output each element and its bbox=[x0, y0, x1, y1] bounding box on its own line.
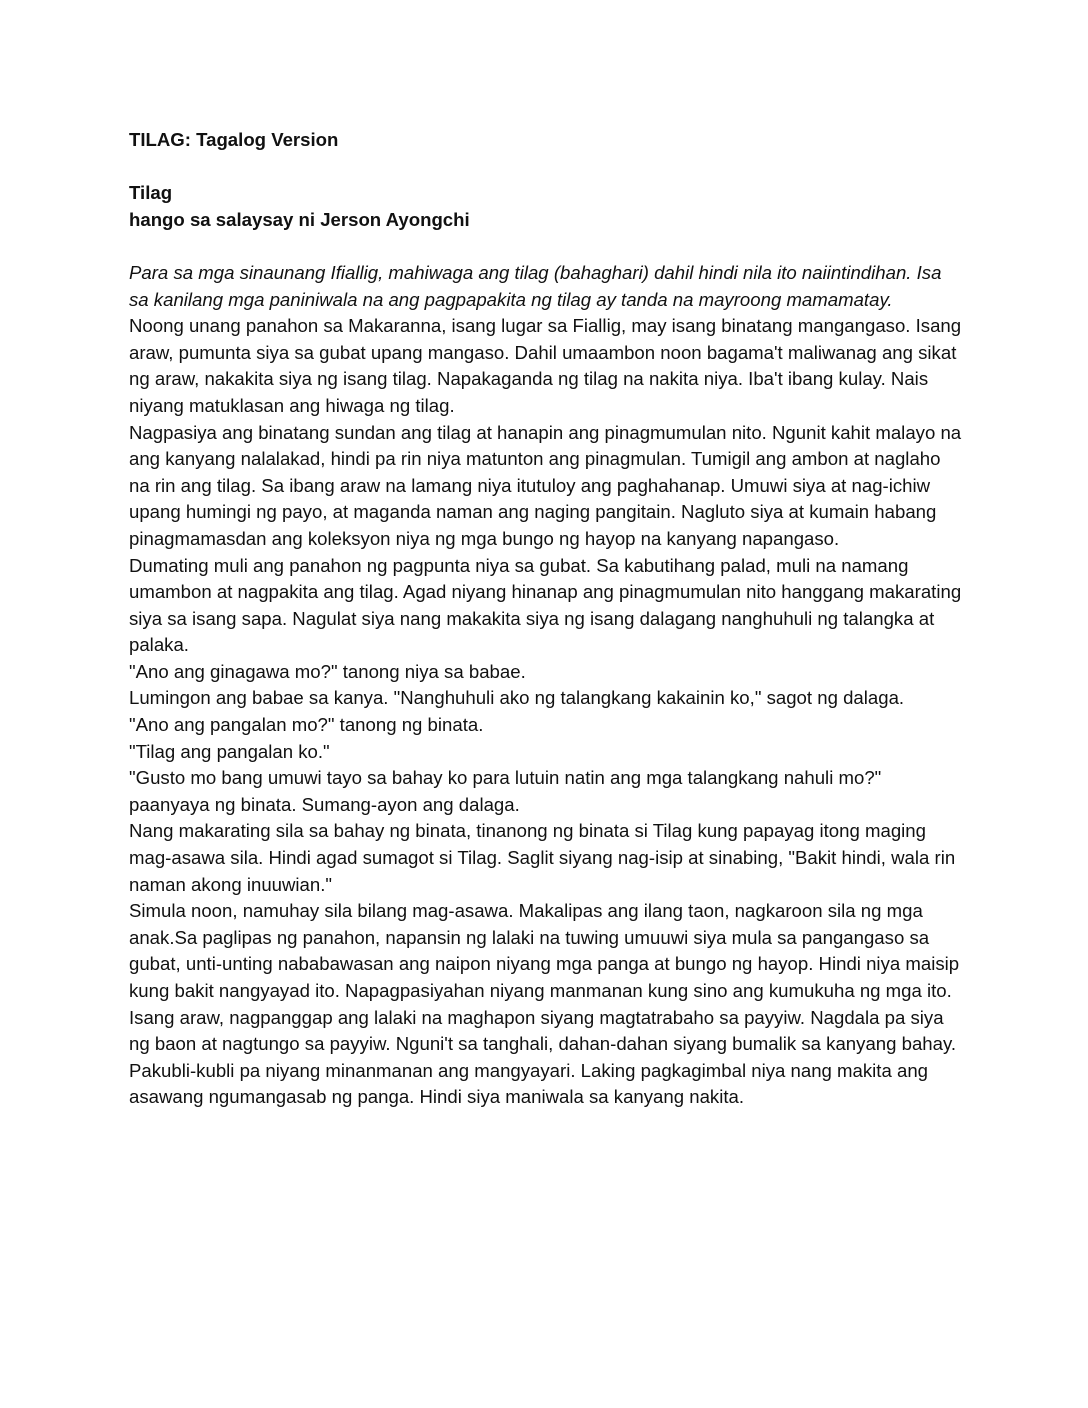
story-paragraph: Noong unang panahon sa Makaranna, isang lugar sa Fiallig, may isang binatang mangangaso. Isang araw, pumunta siya sa gubat upang mangaso. Dahil umaambon noon bagama't maliwanag ang sikat ng araw, nakakita siya ng isang tilag. Napakaganda ng tilag na nakita niya. Iba't ibang kulay. Nais niyang matuklasan ang hiwaga ng tilag. bbox=[129, 315, 962, 416]
dialogue-line: "Ano ang pangalan mo?" tanong ng binata. bbox=[129, 714, 484, 736]
dialogue-line: "Gusto mo bang umuwi tayo sa bahay ko para lutuin natin ang mga talangkang nahuli mo?" paanyaya ng binata. Sumang-ayon ang dalaga. bbox=[129, 767, 882, 815]
document-body bbox=[129, 127, 964, 1111]
dialogue-line: "Ano ang ginagawa mo?" tanong niya sa babae. bbox=[129, 660, 526, 682]
story-title: Tilag bbox=[129, 182, 173, 204]
spacer bbox=[129, 233, 964, 260]
story-paragraph: Dumating muli ang panahon ng pagpunta niya sa gubat. Sa kabutihang palad, muli na namang umambon at nagpakita ang tilag. Agad niyang hinanap ang pinagmumulan nito hanggang makarating siya sa isang sapa. Nagulat siya nang makakita siya ng isang dalagang nanghuhuli ng talangka at palaka. bbox=[129, 554, 962, 656]
story-subtitle: hango sa salaysay ni Jerson Ayongchi bbox=[129, 208, 470, 230]
intro-paragraph: Para sa mga sinaunang Ifiallig, mahiwaga ang tilag (bahaghari) dahil hindi nila ito naiintindihan. Isa sa kanilang mga paniniwala na ang pagpapakita ng tilag ay tanda na mayroong mamamatay. bbox=[129, 261, 942, 310]
story-paragraph: Nang makarating sila sa bahay ng binata, tinanong ng binata si Tilag kung papayag itong maging mag-asawa sila. Hindi agad sumagot si Tilag. Saglit siyang nag-isip at sinabing, "Bakit hindi, wala rin naman akong inuuwian." bbox=[129, 820, 956, 895]
story-paragraph: Isang araw, nagpanggap ang lalaki na maghapon siyang magtatrabaho sa payyiw. Nagdala pa siya ng baon at nagtungo sa payyiw. Nguni't sa tanghali, dahan-dahan siyang bumalik sa kanyang bahay. Pakubli-kubli pa niyang minanmanan ang mangyayari. Laking pagkagimbal niya nang makita ang asawang ngumangasab ng panga. Hindi siya maniwala sa kanyang nakita. bbox=[129, 1006, 957, 1108]
spacer bbox=[129, 154, 964, 181]
story-paragraph: Simula noon, namuhay sila bilang mag-asawa. Makalipas ang ilang taon, nagkaroon sila ng mga anak.Sa paglipas ng panahon, napansin ng lalaki na tuwing umuuwi siya mula sa pangangaso sa gubat, unti-unting nababawasan ang naipon niyang mga panga at bungo ng hayop. Hindi niya maisip kung bakit nangyayad ito. Napagpasiyahan niyang manmanan kung sino ang kumukuha ng mga ito. bbox=[129, 900, 960, 1001]
document-title: TILAG: Tagalog Version bbox=[129, 129, 339, 150]
story-paragraph: Nagpasiya ang binatang sundan ang tilag at hanapin ang pinagmumulan nito. Ngunit kahit malayo na ang kanyang nalalakad, hindi pa rin niya matunton ang pinagmulan. Tumigil ang ambon at naglaho na rin ang tilag. Sa ibang araw na lamang niya itutuloy ang paghahanap. Umuwi siya at nag-ichiw upang humingi ng payo, at maganda naman ang naging pangitain. Nagluto siya at kumain habang pinagmamasdan ang koleksyon niya ng mga bungo ng hayop na kanyang napangaso. bbox=[129, 421, 962, 549]
dialogue-line: Lumingon ang babae sa kanya. "Nanghuhuli ako ng talangkang kakainin ko," sagot ng dalaga. bbox=[129, 687, 905, 709]
dialogue-line: "Tilag ang pangalan ko." bbox=[129, 740, 330, 762]
